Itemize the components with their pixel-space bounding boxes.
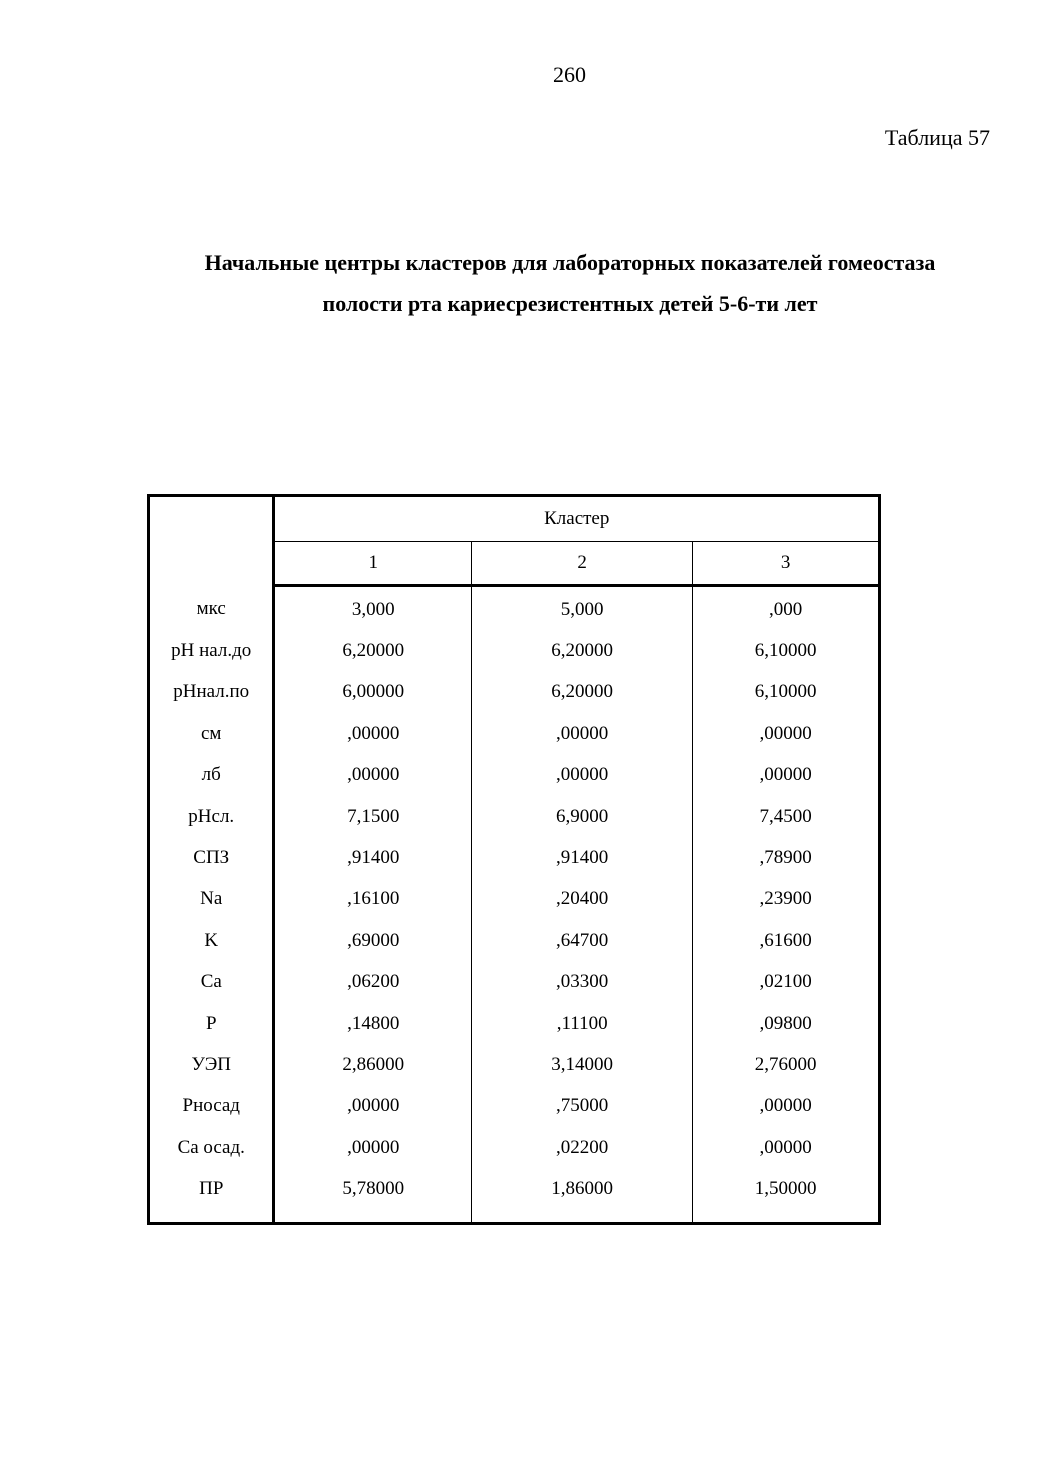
- table-cell: ,000: [693, 586, 880, 631]
- table-row: [149, 962, 880, 1003]
- table-title: [100, 242, 1039, 324]
- table-cell: 2,86000: [342, 1053, 405, 1075]
- table-cell: 1,86000: [472, 1168, 693, 1223]
- row-label: Ca осад.: [149, 1127, 274, 1168]
- table-cell: ,91400: [347, 847, 400, 869]
- table-cell: 6,10000: [693, 630, 880, 671]
- table-row: [149, 586, 880, 631]
- table-cell: ,00000: [347, 1095, 400, 1117]
- table-cell: 5,000: [472, 586, 693, 631]
- cluster-group-header: Кластер: [274, 496, 880, 542]
- row-label: K: [149, 920, 274, 961]
- row-label: pH нал.до: [149, 630, 274, 671]
- table-cell: 7,4500: [693, 796, 880, 837]
- row-label: pHнал.по: [149, 672, 274, 713]
- table-cell: ,03300: [472, 962, 693, 1003]
- table-cell: ,00000: [347, 764, 400, 786]
- table-cell: ,14800: [347, 1012, 400, 1034]
- table-cell: 6,20000: [342, 640, 405, 662]
- table-cell: ,00000: [347, 1136, 400, 1158]
- table-cell: ,78900: [693, 837, 880, 878]
- title-line-1: Начальные центры кластеров для лабораторных показателей гомеостаза: [204, 250, 936, 275]
- table-cell: ,00000: [693, 755, 880, 796]
- table-label: Таблица 57: [884, 125, 990, 150]
- table-cell: ,09800: [693, 1003, 880, 1044]
- table-cell: ,20400: [472, 879, 693, 920]
- table-cell: 5,78000: [342, 1178, 405, 1200]
- row-label: pHсл.: [149, 796, 274, 837]
- table-row: [149, 879, 880, 920]
- table-cell: 3,14000: [472, 1044, 693, 1085]
- table-cell: ,06200: [347, 971, 400, 993]
- table-cell: ,00000: [693, 713, 880, 754]
- table-row: [149, 1044, 880, 1085]
- table-cell: ,00000: [472, 713, 693, 754]
- table-cell: ,11100: [472, 1003, 693, 1044]
- row-label: P: [149, 1003, 274, 1044]
- column-header: 3: [693, 542, 880, 586]
- row-label: мкс: [149, 586, 274, 631]
- column-header: 2: [472, 542, 693, 586]
- table-cell: ,00000: [693, 1086, 880, 1127]
- table-cell: ,02100: [693, 962, 880, 1003]
- table-cell: 6,9000: [472, 796, 693, 837]
- table-cell: ,61600: [693, 920, 880, 961]
- table-cell: 7,1500: [347, 805, 400, 827]
- table-header-row: [149, 496, 880, 542]
- table-row: [149, 1127, 880, 1168]
- table-cell: ,16100: [347, 888, 400, 910]
- table-cell: ,69000: [347, 929, 400, 951]
- table-cell: 6,20000: [472, 630, 693, 671]
- table-cell: ,23900: [693, 879, 880, 920]
- table-row: [149, 837, 880, 878]
- row-label: ПР: [149, 1168, 274, 1223]
- table-cell: 2,76000: [693, 1044, 880, 1085]
- table-row: [149, 713, 880, 754]
- table-cell: ,91400: [472, 837, 693, 878]
- table-row: [149, 1168, 880, 1223]
- table-row: [149, 920, 880, 961]
- table-cell: ,00000: [347, 722, 400, 744]
- table-cell: 3,000: [351, 598, 395, 620]
- row-label: лб: [149, 755, 274, 796]
- table-cell: 1,50000: [693, 1168, 880, 1223]
- table-cell: 6,20000: [472, 672, 693, 713]
- row-label: Na: [149, 879, 274, 920]
- corner-cell: [149, 496, 274, 586]
- cluster-centers-table: [147, 494, 881, 1225]
- table-cell: ,64700: [472, 920, 693, 961]
- row-label: УЭП: [149, 1044, 274, 1085]
- row-label: СПЗ: [149, 837, 274, 878]
- table-cell: 6,00000: [342, 681, 405, 703]
- table-cell: ,00000: [472, 755, 693, 796]
- row-label: Ca: [149, 962, 274, 1003]
- row-label: см: [149, 713, 274, 754]
- table-row: [149, 630, 880, 671]
- table-cell: ,75000: [472, 1086, 693, 1127]
- table-cell: 6,10000: [693, 672, 880, 713]
- table-row: [149, 1003, 880, 1044]
- table-row: [149, 672, 880, 713]
- table-row: [149, 1086, 880, 1127]
- row-label: Pносад: [149, 1086, 274, 1127]
- table-row: [149, 796, 880, 837]
- table-cell: ,02200: [472, 1127, 693, 1168]
- column-header: 1: [274, 542, 472, 586]
- title-line-2: полости рта кариесрезистентных детей 5-6-ти лет: [322, 291, 818, 316]
- table-row: [149, 755, 880, 796]
- page-number: 260: [553, 62, 586, 87]
- table-cell: ,00000: [693, 1127, 880, 1168]
